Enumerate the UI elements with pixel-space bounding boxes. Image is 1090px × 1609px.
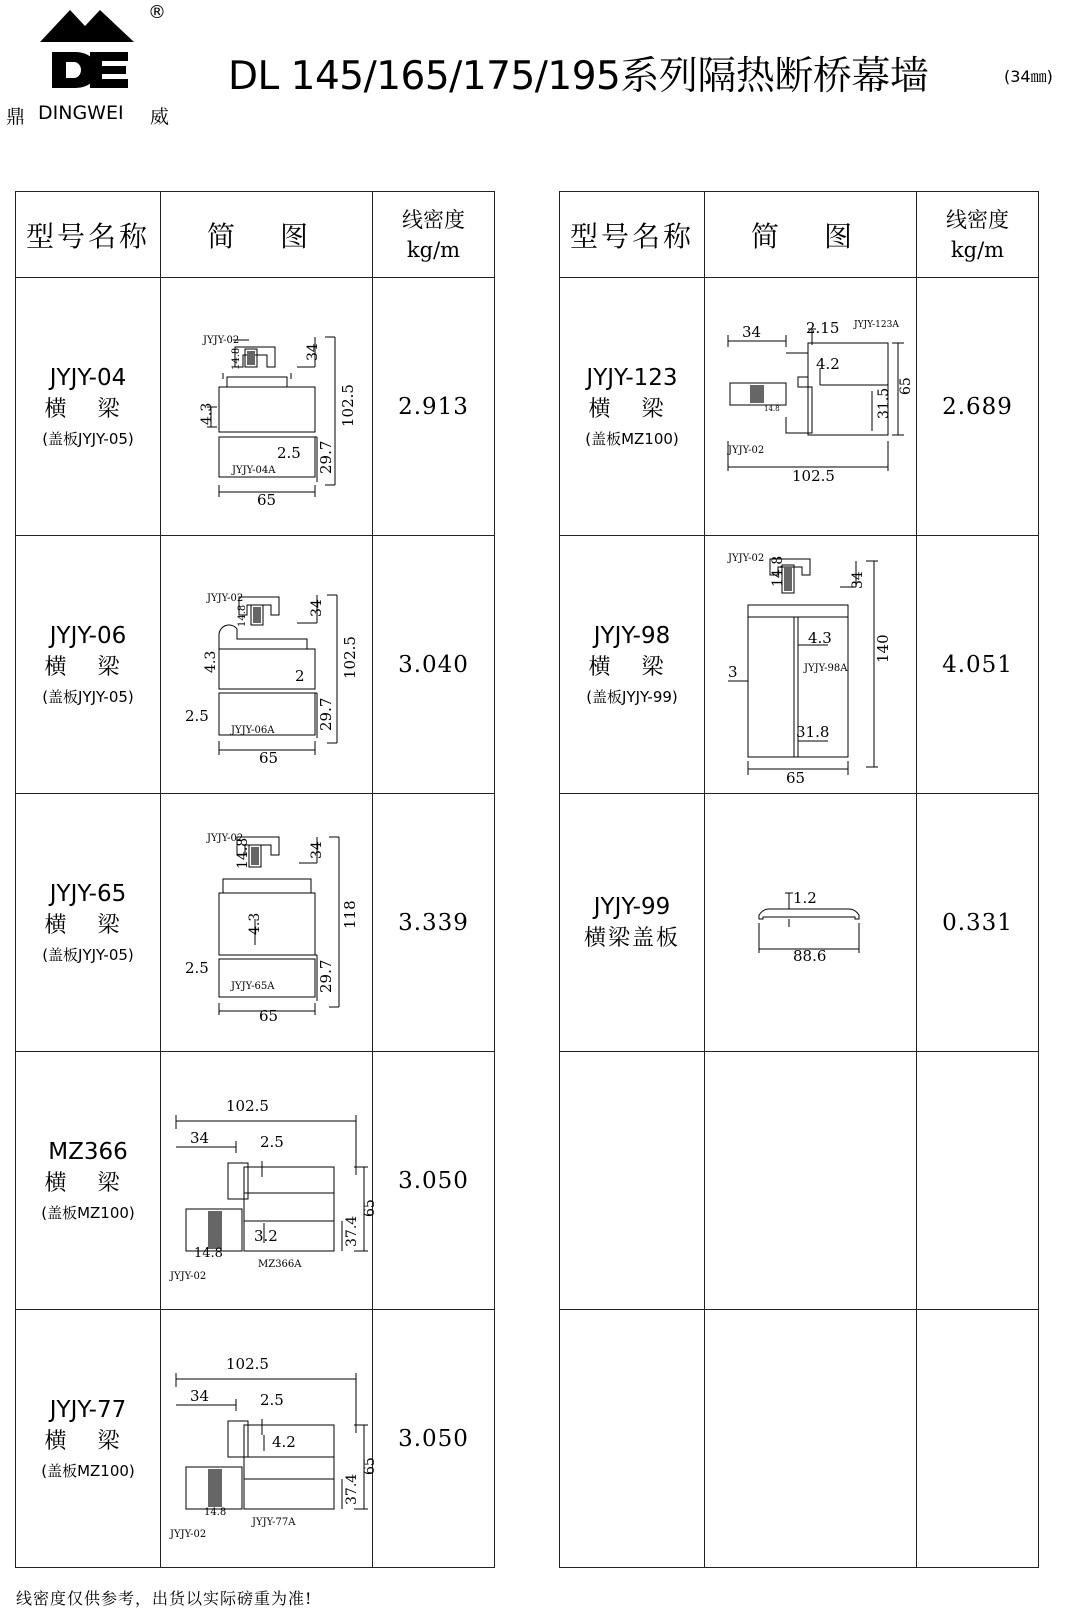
dim-label: 29.7: [316, 697, 335, 731]
dim-label: 65: [898, 376, 914, 395]
model-code: JYJY-04: [49, 364, 127, 391]
dim-label: 1.2: [792, 888, 817, 907]
density-value: 2.913: [373, 278, 495, 536]
dim-label: 4.2: [272, 1432, 296, 1451]
model-cell: [16, 278, 161, 536]
density-value: 4.051: [917, 536, 1039, 794]
dim-label: 14.8: [236, 604, 248, 627]
dim-label: 14.8: [234, 837, 251, 869]
sketch-cell: [705, 794, 917, 1052]
dim-label: 34: [304, 342, 321, 361]
profile-sketch-jyjy-65: [167, 823, 367, 1023]
dim-label: 2.5: [184, 706, 209, 725]
brand-cn-left: 鼎: [6, 106, 26, 128]
model-cell: [16, 1052, 161, 1310]
model-type: 横 梁: [44, 654, 132, 680]
registered-mark: ®: [148, 2, 166, 23]
dim-label: 29.7: [316, 440, 335, 474]
table-row: [560, 1052, 1039, 1310]
cover-plate: (盖板MZ100): [41, 1203, 135, 1222]
model-cell: [560, 536, 705, 794]
sketch-cell: [705, 536, 917, 794]
density-value: 0.331: [917, 794, 1039, 1052]
header-sketch: 简 图: [705, 192, 917, 278]
dim-label: 4.3: [808, 628, 832, 647]
density-value: 3.050: [373, 1310, 495, 1568]
dim-label: 3: [728, 662, 738, 681]
dim-label: 140: [874, 633, 892, 663]
density-value: 3.040: [373, 536, 495, 794]
right-spec-table: [559, 191, 1039, 1568]
cover-plate: (盖板MZ100): [41, 1461, 135, 1480]
model-code: JYJY-77: [49, 1396, 127, 1423]
model-type: 横 梁: [44, 1428, 132, 1454]
model-code: JYJY-99: [593, 893, 671, 920]
dim-label: 14.8: [194, 1245, 223, 1261]
dim-label: 65: [362, 1198, 378, 1217]
model-cell: [560, 1052, 705, 1310]
cover-plate: (盖板JYJY-05): [42, 687, 134, 706]
sketch-cell: [161, 536, 373, 794]
dim-label: JYJY-02: [728, 552, 765, 564]
dim-label: 2.15: [806, 318, 840, 337]
dim-label: 102.5: [338, 383, 357, 427]
dim-label: 3.2: [254, 1226, 278, 1245]
table-row: [560, 1310, 1039, 1568]
dim-label: 29.7: [316, 959, 335, 993]
dim-label: 37.4: [344, 1473, 360, 1505]
dim-label: 14.8: [764, 404, 780, 413]
model-type: 横 梁: [588, 396, 676, 422]
dim-label: JYJY-123A: [854, 319, 899, 330]
dim-label: JYJY-04A: [231, 464, 275, 476]
dim-label: 88.6: [792, 946, 826, 965]
dim-label: 14.8: [230, 347, 242, 370]
model-type: 横 梁: [44, 912, 132, 938]
sketch-cell: [161, 794, 373, 1052]
sketch-cell: [161, 1052, 378, 1310]
profile-sketch-jyjy-99: [711, 863, 911, 983]
sketch-cell: [705, 278, 917, 536]
model-code: JYJY-123: [586, 364, 678, 391]
model-type: 横 梁: [44, 1170, 132, 1196]
dim-label: 31.5: [876, 387, 892, 419]
footer-note: 线密度仅供参考，出货以实际磅重为准!: [16, 1589, 313, 1608]
model-code: MZ366: [48, 1138, 128, 1165]
dim-label: 2: [294, 666, 305, 685]
table-row: [16, 536, 495, 794]
cover-plate: (盖板JYJY-05): [42, 429, 134, 448]
sketch-cell: [161, 278, 373, 536]
header-sketch: 简 图: [161, 192, 373, 278]
dim-label: 34: [742, 322, 762, 341]
model-code: JYJY-06: [49, 622, 127, 649]
dim-label: JYJY-02: [202, 334, 239, 346]
density-value: 3.339: [373, 794, 495, 1052]
sketch-cell: [161, 1310, 378, 1568]
profile-sketch-jyjy-98: [708, 545, 913, 785]
dim-label: 31.8: [796, 722, 830, 741]
dim-label: 34: [190, 1386, 210, 1405]
model-cell: [16, 1310, 161, 1568]
table-header-row: [560, 192, 1039, 278]
profile-sketch-jyjy-06: [167, 565, 367, 765]
model-type: 横梁盖板: [583, 925, 680, 951]
table-row: [16, 1052, 495, 1310]
dim-label: 65: [786, 768, 806, 787]
dim-label: JYJY-02: [206, 832, 243, 844]
cover-plate: (盖板JYJY-99): [586, 687, 678, 706]
page-title-suffix: (34㎜): [1004, 67, 1053, 86]
dim-label: 34: [190, 1128, 210, 1147]
sketch-cell: [705, 1052, 917, 1310]
density-value: 2.689: [917, 278, 1039, 536]
dim-label: 34: [308, 840, 325, 859]
table-row: [560, 278, 1039, 536]
model-cell: [560, 1310, 705, 1568]
dim-label: 2.5: [184, 958, 209, 977]
dim-label: 34: [308, 598, 325, 617]
dim-label: JYJY-02: [206, 592, 243, 604]
dim-label: MZ366A: [258, 1258, 302, 1270]
dim-label: 102.5: [792, 466, 835, 485]
dim-label: 2.5: [276, 443, 301, 462]
table-header-row: [16, 192, 495, 278]
model-cell: [560, 278, 705, 536]
dim-label: JYJY-02: [728, 444, 765, 456]
header-density-label: 线密度: [402, 207, 465, 232]
dim-label: 102.5: [226, 1096, 269, 1115]
dim-label: JYJY-98A: [804, 662, 848, 674]
model-cell: [16, 794, 161, 1052]
dim-label: 4.3: [202, 650, 219, 673]
model-code: JYJY-98: [593, 622, 671, 649]
left-spec-table: [15, 191, 495, 1568]
table-row: [560, 536, 1039, 794]
dim-label: 65: [258, 1006, 278, 1025]
profile-sketch-jyjy-77: [164, 1339, 378, 1540]
density-value: [917, 1052, 1039, 1310]
dim-label: JYJY-02: [170, 1528, 207, 1540]
dim-label: 102.5: [226, 1354, 269, 1373]
dim-label: 65: [362, 1456, 378, 1475]
dim-label: 37.4: [344, 1215, 360, 1247]
header-density-unit: kg/m: [406, 237, 461, 262]
sketch-cell: [705, 1310, 917, 1568]
table-row: [16, 1310, 495, 1568]
dim-label: 14.8: [770, 555, 786, 587]
cover-plate: (盖板JYJY-05): [42, 945, 134, 964]
profile-sketch-mz366: [164, 1081, 378, 1282]
cover-plate: (盖板MZ100): [585, 429, 679, 448]
dim-label: JYJY-06A: [230, 724, 274, 736]
brand-logo: [0, 0, 185, 130]
model-cell: [16, 536, 161, 794]
dim-label: 4.2: [816, 354, 840, 373]
density-value: [917, 1310, 1039, 1568]
dim-label: 102.5: [340, 635, 359, 679]
header-density: [917, 192, 1039, 278]
dim-label: 2.5: [260, 1132, 284, 1151]
dim-label: 4.3: [198, 402, 215, 425]
table-row: [16, 278, 495, 536]
dim-label: JYJY-02: [170, 1270, 207, 1282]
dingwei-logo-icon: [0, 0, 170, 100]
model-type: 横 梁: [588, 654, 676, 680]
header-model-name: 型号名称: [16, 192, 161, 278]
model-cell: [560, 794, 705, 1052]
dim-label: JYJY-65A: [230, 980, 274, 992]
header-model-name: 型号名称: [560, 192, 705, 278]
profile-sketch-jyjy-123: [708, 307, 913, 507]
header-density: [373, 192, 495, 278]
dim-label: 14.8: [204, 1506, 227, 1518]
dim-label: 4.3: [246, 912, 263, 935]
brand-cn-right: 威: [150, 106, 170, 128]
table-row: [560, 794, 1039, 1052]
header-density-label: 线密度: [946, 207, 1009, 232]
brand-name-en: DINGWEI: [38, 102, 124, 124]
density-value: 3.050: [373, 1052, 495, 1310]
dim-label: 34: [850, 570, 866, 589]
dim-label: JYJY-77A: [252, 1516, 296, 1528]
dim-label: 65: [256, 490, 276, 509]
table-row: [16, 794, 495, 1052]
page-title: DL 145/165/175/195系列隔热断桥幕墙: [228, 54, 929, 99]
model-type: 横 梁: [44, 396, 132, 422]
header-density-unit: kg/m: [950, 237, 1005, 262]
dim-label: 2.5: [260, 1390, 284, 1409]
dim-label: 65: [258, 748, 278, 767]
profile-sketch-jyjy-04: [167, 307, 367, 507]
dim-label: 118: [340, 899, 359, 929]
model-code: JYJY-65: [49, 880, 127, 907]
